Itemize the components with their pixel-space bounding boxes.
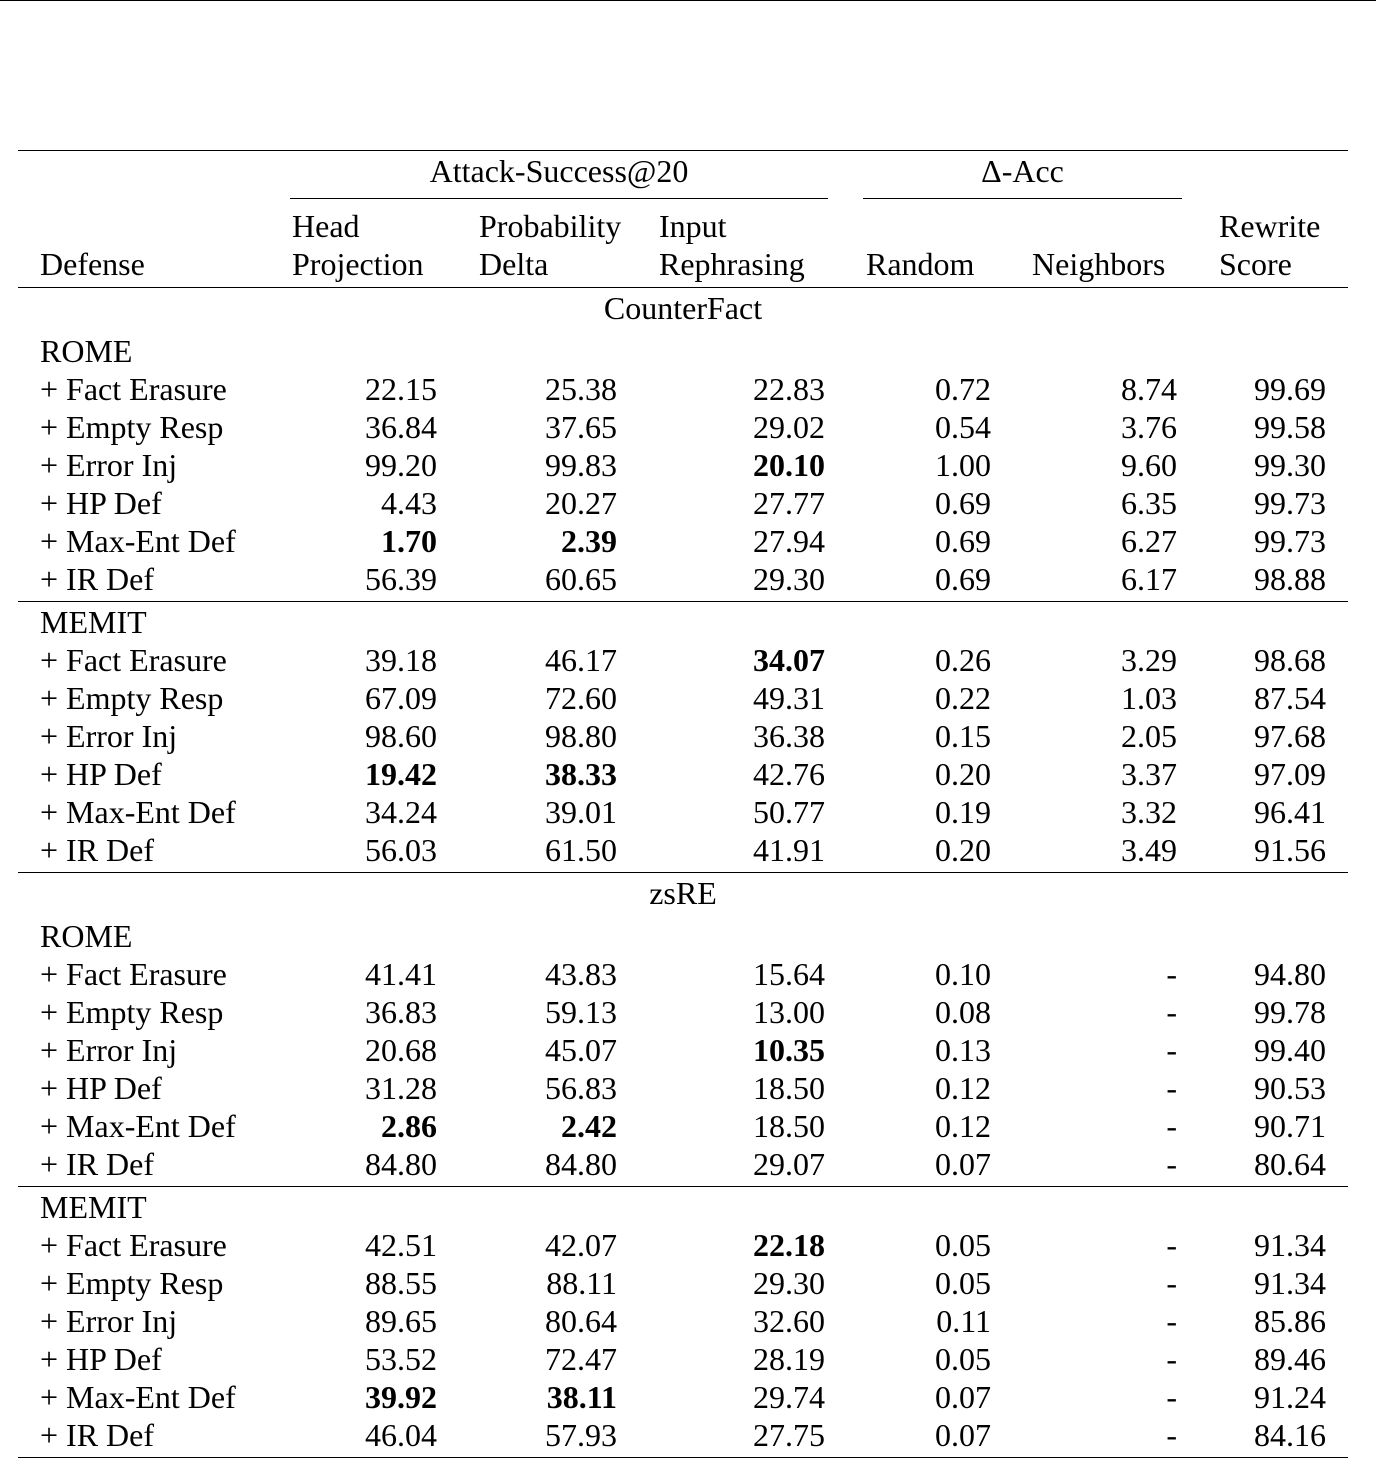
- cell-head-projection: 67.09: [365, 680, 437, 716]
- cell-input-rephrasing: 28.19: [753, 1341, 825, 1377]
- cell-input-rephrasing: 22.83: [753, 371, 825, 407]
- cell-input-rephrasing: 29.07: [753, 1146, 825, 1182]
- cell-random: 0.08: [935, 994, 991, 1030]
- defense-name: + Fact Erasure: [40, 1227, 227, 1263]
- defense-name: + Error Inj: [40, 447, 178, 483]
- cell-input-rephrasing: 27.77: [753, 485, 825, 521]
- cell-probability-delta: 45.07: [545, 1032, 617, 1068]
- cell-head-projection: 1.70: [381, 523, 437, 559]
- cell-input-rephrasing: 27.94: [753, 523, 825, 559]
- cell-input-rephrasing: 29.74: [753, 1379, 825, 1415]
- cell-head-projection: 41.41: [365, 956, 437, 992]
- col-header-head-line2: Projection: [292, 246, 424, 282]
- cell-probability-delta: 2.39: [561, 523, 617, 559]
- defense-name: + IR Def: [40, 832, 155, 868]
- cell-probability-delta: 43.83: [545, 956, 617, 992]
- cell-input-rephrasing: 13.00: [753, 994, 825, 1030]
- cell-input-rephrasing: 29.02: [753, 409, 825, 445]
- cell-head-projection: 99.20: [365, 447, 437, 483]
- group-rule: [18, 1186, 1348, 1187]
- cell-rewrite-score: 99.69: [1254, 371, 1326, 407]
- cell-head-projection: 42.51: [365, 1227, 437, 1263]
- dataset-title: zsRE: [649, 875, 717, 911]
- cell-neighbors: -: [1166, 1341, 1177, 1377]
- cell-rewrite-score: 91.34: [1254, 1227, 1326, 1263]
- cell-input-rephrasing: 29.30: [753, 1265, 825, 1301]
- section-rule-top: [18, 872, 1348, 873]
- defense-name: + Max-Ent Def: [40, 1108, 236, 1144]
- cell-input-rephrasing: 18.50: [753, 1070, 825, 1106]
- cell-head-projection: 89.65: [365, 1303, 437, 1339]
- cell-input-rephrasing: 22.18: [753, 1227, 825, 1263]
- col-header-rewrite-line1: Rewrite: [1219, 208, 1321, 244]
- cell-input-rephrasing: 32.60: [753, 1303, 825, 1339]
- cell-head-projection: 56.39: [365, 561, 437, 597]
- cell-probability-delta: 59.13: [545, 994, 617, 1030]
- cell-head-projection: 98.60: [365, 718, 437, 754]
- cell-random: 1.00: [935, 447, 991, 483]
- method-label: ROME: [40, 918, 133, 954]
- cell-probability-delta: 46.17: [545, 642, 617, 678]
- defense-name: + Empty Resp: [40, 1265, 224, 1301]
- col-header-prob-line1: Probability: [479, 208, 622, 244]
- cell-neighbors: -: [1166, 956, 1177, 992]
- cell-rewrite-score: 98.68: [1254, 642, 1326, 678]
- defense-name: + Max-Ent Def: [40, 794, 236, 830]
- cell-probability-delta: 80.64: [545, 1303, 617, 1339]
- group-rule-delta-acc: [863, 198, 1182, 199]
- cell-input-rephrasing: 20.10: [753, 447, 825, 483]
- cell-probability-delta: 42.07: [545, 1227, 617, 1263]
- cell-rewrite-score: 90.71: [1254, 1108, 1326, 1144]
- cell-input-rephrasing: 10.35: [753, 1032, 825, 1068]
- cell-neighbors: 3.29: [1121, 642, 1177, 678]
- col-header-neighbors: Neighbors: [1032, 246, 1166, 282]
- cell-neighbors: -: [1166, 994, 1177, 1030]
- page-top-rule: [0, 0, 1376, 1]
- cell-random: 0.12: [935, 1070, 991, 1106]
- cell-head-projection: 20.68: [365, 1032, 437, 1068]
- cell-neighbors: -: [1166, 1303, 1177, 1339]
- group-rule-attack-success: [290, 198, 828, 199]
- defense-name: + IR Def: [40, 561, 155, 597]
- cell-head-projection: 36.83: [365, 994, 437, 1030]
- table-top-rule: [18, 150, 1348, 151]
- cell-input-rephrasing: 15.64: [753, 956, 825, 992]
- cell-rewrite-score: 94.80: [1254, 956, 1326, 992]
- col-header-prob-line2: Delta: [479, 246, 549, 282]
- cell-rewrite-score: 99.58: [1254, 409, 1326, 445]
- cell-probability-delta: 60.65: [545, 561, 617, 597]
- cell-probability-delta: 39.01: [545, 794, 617, 830]
- cell-rewrite-score: 99.78: [1254, 994, 1326, 1030]
- dataset-title: CounterFact: [603, 290, 763, 326]
- cell-head-projection: 56.03: [365, 832, 437, 868]
- cell-random: 0.13: [935, 1032, 991, 1068]
- defense-name: + HP Def: [40, 485, 162, 521]
- cell-neighbors: -: [1166, 1227, 1177, 1263]
- cell-rewrite-score: 99.73: [1254, 523, 1326, 559]
- cell-neighbors: 6.27: [1121, 523, 1177, 559]
- cell-neighbors: 8.74: [1121, 371, 1177, 407]
- group-rule: [18, 601, 1348, 602]
- cell-probability-delta: 38.11: [546, 1379, 617, 1415]
- defense-name: + Fact Erasure: [40, 371, 227, 407]
- cell-rewrite-score: 84.16: [1254, 1417, 1326, 1453]
- cell-random: 0.69: [935, 523, 991, 559]
- cell-input-rephrasing: 50.77: [753, 794, 825, 830]
- method-label: MEMIT: [40, 1189, 147, 1225]
- cell-head-projection: 2.86: [381, 1108, 437, 1144]
- cell-input-rephrasing: 41.91: [753, 832, 825, 868]
- cell-rewrite-score: 85.86: [1254, 1303, 1326, 1339]
- cell-rewrite-score: 80.64: [1254, 1146, 1326, 1182]
- cell-random: 0.12: [935, 1108, 991, 1144]
- cell-neighbors: -: [1166, 1108, 1177, 1144]
- cell-neighbors: 2.05: [1121, 718, 1177, 754]
- cell-probability-delta: 99.83: [545, 447, 617, 483]
- defense-name: + IR Def: [40, 1146, 155, 1182]
- cell-neighbors: -: [1166, 1146, 1177, 1182]
- cell-probability-delta: 2.42: [561, 1108, 617, 1144]
- cell-random: 0.54: [935, 409, 991, 445]
- cell-rewrite-score: 99.73: [1254, 485, 1326, 521]
- cell-rewrite-score: 97.68: [1254, 718, 1326, 754]
- cell-random: 0.19: [935, 794, 991, 830]
- cell-input-rephrasing: 36.38: [753, 718, 825, 754]
- cell-input-rephrasing: 27.75: [753, 1417, 825, 1453]
- defense-name: + Max-Ent Def: [40, 1379, 236, 1415]
- col-header-input-line2: Rephrasing: [659, 246, 805, 282]
- cell-neighbors: 9.60: [1121, 447, 1177, 483]
- cell-probability-delta: 56.83: [545, 1070, 617, 1106]
- cell-random: 0.05: [935, 1227, 991, 1263]
- cell-input-rephrasing: 34.07: [753, 642, 825, 678]
- cell-probability-delta: 88.11: [546, 1265, 617, 1301]
- cell-random: 0.07: [935, 1146, 991, 1182]
- defense-name: + Error Inj: [40, 1303, 178, 1339]
- cell-rewrite-score: 90.53: [1254, 1070, 1326, 1106]
- cell-rewrite-score: 91.56: [1254, 832, 1326, 868]
- cell-neighbors: 3.32: [1121, 794, 1177, 830]
- defense-name: + Fact Erasure: [40, 956, 227, 992]
- defense-name: + Fact Erasure: [40, 642, 227, 678]
- defense-name: + Empty Resp: [40, 409, 224, 445]
- cell-random: 0.07: [935, 1417, 991, 1453]
- section-rule-top: [18, 287, 1348, 288]
- defense-name: + Empty Resp: [40, 680, 224, 716]
- cell-random: 0.10: [935, 956, 991, 992]
- cell-rewrite-score: 99.40: [1254, 1032, 1326, 1068]
- cell-random: 0.05: [935, 1341, 991, 1377]
- cell-random: 0.69: [935, 561, 991, 597]
- col-header-defense: Defense: [40, 246, 145, 282]
- cell-neighbors: 6.17: [1121, 561, 1177, 597]
- cell-rewrite-score: 98.88: [1254, 561, 1326, 597]
- defense-name: + Error Inj: [40, 718, 178, 754]
- col-header-input-line1: Input: [659, 208, 727, 244]
- cell-head-projection: 88.55: [365, 1265, 437, 1301]
- cell-random: 0.11: [936, 1303, 991, 1339]
- cell-neighbors: 6.35: [1121, 485, 1177, 521]
- cell-random: 0.20: [935, 832, 991, 868]
- defense-name: + Error Inj: [40, 1032, 178, 1068]
- cell-neighbors: 3.37: [1121, 756, 1177, 792]
- cell-head-projection: 36.84: [365, 409, 437, 445]
- cell-neighbors: -: [1166, 1265, 1177, 1301]
- cell-random: 0.26: [935, 642, 991, 678]
- cell-rewrite-score: 96.41: [1254, 794, 1326, 830]
- cell-rewrite-score: 91.24: [1254, 1379, 1326, 1415]
- cell-random: 0.72: [935, 371, 991, 407]
- cell-probability-delta: 38.33: [545, 756, 617, 792]
- defense-name: + IR Def: [40, 1417, 155, 1453]
- defense-name: + HP Def: [40, 756, 162, 792]
- cell-head-projection: 19.42: [365, 756, 437, 792]
- cell-head-projection: 22.15: [365, 371, 437, 407]
- cell-neighbors: 3.76: [1121, 409, 1177, 445]
- col-header-head-line1: Head: [292, 208, 360, 244]
- cell-probability-delta: 98.80: [545, 718, 617, 754]
- group-header-attack-success: Attack-Success@20: [429, 153, 689, 189]
- method-label: ROME: [40, 333, 133, 369]
- cell-random: 0.20: [935, 756, 991, 792]
- defense-name: + HP Def: [40, 1070, 162, 1106]
- method-label: MEMIT: [40, 604, 147, 640]
- cell-probability-delta: 37.65: [545, 409, 617, 445]
- cell-head-projection: 39.92: [365, 1379, 437, 1415]
- cell-rewrite-score: 97.09: [1254, 756, 1326, 792]
- defense-name: + Empty Resp: [40, 994, 224, 1030]
- cell-head-projection: 34.24: [365, 794, 437, 830]
- cell-probability-delta: 61.50: [545, 832, 617, 868]
- cell-rewrite-score: 89.46: [1254, 1341, 1326, 1377]
- cell-input-rephrasing: 49.31: [753, 680, 825, 716]
- cell-random: 0.15: [935, 718, 991, 754]
- cell-probability-delta: 72.47: [545, 1341, 617, 1377]
- cell-probability-delta: 20.27: [545, 485, 617, 521]
- cell-head-projection: 84.80: [365, 1146, 437, 1182]
- defense-name: + HP Def: [40, 1341, 162, 1377]
- cell-head-projection: 53.52: [365, 1341, 437, 1377]
- cell-neighbors: 3.49: [1121, 832, 1177, 868]
- cell-input-rephrasing: 42.76: [753, 756, 825, 792]
- cell-input-rephrasing: 18.50: [753, 1108, 825, 1144]
- cell-neighbors: -: [1166, 1032, 1177, 1068]
- cell-neighbors: 1.03: [1121, 680, 1177, 716]
- cell-neighbors: -: [1166, 1379, 1177, 1415]
- cell-random: 0.69: [935, 485, 991, 521]
- cell-head-projection: 4.43: [381, 485, 437, 521]
- defense-name: + Max-Ent Def: [40, 523, 236, 559]
- cell-neighbors: -: [1166, 1070, 1177, 1106]
- col-header-random: Random: [866, 246, 975, 282]
- col-header-rewrite-line2: Score: [1219, 246, 1292, 282]
- cell-head-projection: 31.28: [365, 1070, 437, 1106]
- cell-rewrite-score: 87.54: [1254, 680, 1326, 716]
- group-header-delta-acc: Δ-Acc: [981, 153, 1064, 189]
- cell-probability-delta: 84.80: [545, 1146, 617, 1182]
- cell-rewrite-score: 99.30: [1254, 447, 1326, 483]
- table-bottom-rule: [18, 1457, 1348, 1458]
- cell-random: 0.22: [935, 680, 991, 716]
- cell-random: 0.07: [935, 1379, 991, 1415]
- cell-neighbors: -: [1166, 1417, 1177, 1453]
- cell-probability-delta: 25.38: [545, 371, 617, 407]
- cell-head-projection: 39.18: [365, 642, 437, 678]
- cell-rewrite-score: 91.34: [1254, 1265, 1326, 1301]
- cell-random: 0.05: [935, 1265, 991, 1301]
- cell-probability-delta: 57.93: [545, 1417, 617, 1453]
- cell-head-projection: 46.04: [365, 1417, 437, 1453]
- cell-input-rephrasing: 29.30: [753, 561, 825, 597]
- cell-probability-delta: 72.60: [545, 680, 617, 716]
